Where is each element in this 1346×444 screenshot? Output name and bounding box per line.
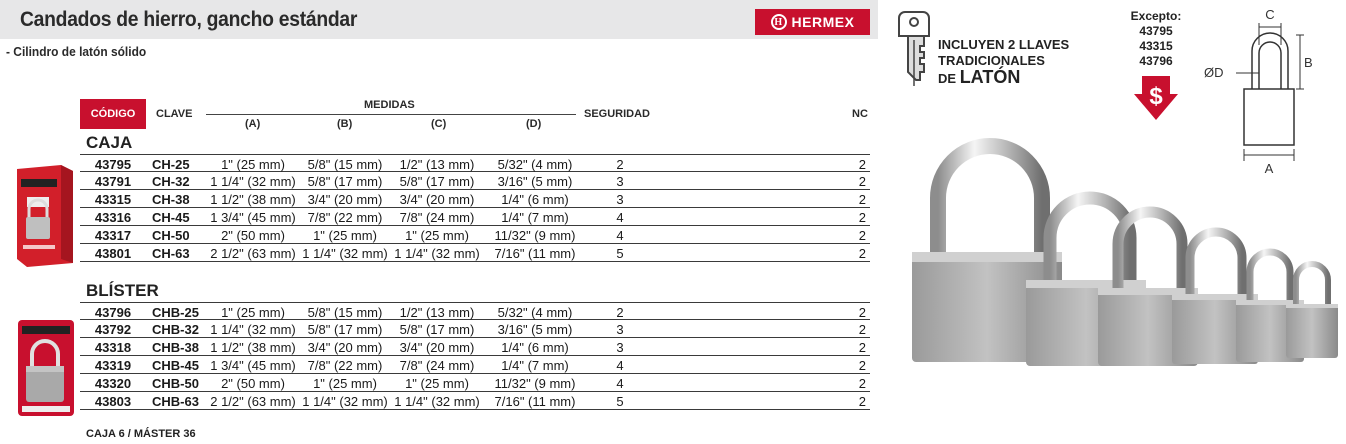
table-row xyxy=(80,226,870,244)
keys-line-1: INCLUYEN 2 LLAVES xyxy=(938,37,1070,52)
cell-seguridad: 3 xyxy=(616,192,624,207)
cell-codigo: 43317 xyxy=(94,228,132,243)
cell-d: 5/32" (4 mm) xyxy=(497,157,573,172)
cell-c: 7/8" (24 mm) xyxy=(399,210,475,225)
page-title: Candados de hierro, gancho estándar xyxy=(20,8,358,31)
cell-c: 3/4" (20 mm) xyxy=(399,340,475,355)
cell-a: 1 1/2" (38 mm) xyxy=(210,340,296,355)
blister-padlock-image xyxy=(16,318,76,418)
table-row xyxy=(80,154,870,172)
key-icon xyxy=(900,8,934,102)
medida-a-header: (A) xyxy=(245,118,261,130)
exception-list xyxy=(1120,9,1192,69)
medidas-divider xyxy=(206,114,576,115)
cell-d: 7/16" (11 mm) xyxy=(494,394,576,409)
dim-label-c: C xyxy=(1265,7,1275,22)
cell-seguridad: 2 xyxy=(616,305,624,320)
cell-d: 5/32" (4 mm) xyxy=(497,305,573,320)
dim-label-a: A xyxy=(1264,161,1274,176)
cell-codigo: 43792 xyxy=(94,322,132,337)
cell-b: 5/8" (15 mm) xyxy=(307,305,383,320)
cell-c: 1" (25 mm) xyxy=(405,228,469,243)
cell-a: 2 1/2" (63 mm) xyxy=(210,394,296,409)
section-label-caja: CAJA xyxy=(86,133,133,152)
rows-caja xyxy=(80,154,870,262)
table-row xyxy=(80,374,870,392)
table-row xyxy=(80,302,870,320)
cell-a: 1 1/2" (38 mm) xyxy=(210,192,296,207)
cell-nc: 2 xyxy=(858,394,866,409)
cell-codigo: 43803 xyxy=(94,394,132,409)
cell-codigo: 43315 xyxy=(94,192,132,207)
cell-a: 1" (25 mm) xyxy=(221,157,285,172)
cell-seguridad: 4 xyxy=(616,228,624,243)
cell-b: 1 1/4" (32 mm) xyxy=(302,394,388,409)
cell-seguridad: 5 xyxy=(616,394,624,409)
cell-c: 1/2" (13 mm) xyxy=(399,157,475,172)
cell-clave: CHB-50 xyxy=(152,376,199,391)
cell-codigo: 43320 xyxy=(94,376,132,391)
cell-c: 1/2" (13 mm) xyxy=(399,305,475,320)
cell-clave: CH-63 xyxy=(152,246,190,261)
cell-clave: CHB-38 xyxy=(152,340,199,355)
cell-nc: 2 xyxy=(858,322,866,337)
cell-seguridad: 5 xyxy=(616,246,624,261)
cell-clave: CHB-45 xyxy=(152,358,199,373)
padlocks-product-photo xyxy=(900,140,1340,430)
cell-b: 1 1/4" (32 mm) xyxy=(302,246,388,261)
cell-codigo: 43319 xyxy=(94,358,132,373)
table-row xyxy=(80,172,870,190)
cell-clave: CH-50 xyxy=(152,228,190,243)
cell-a: 2" (50 mm) xyxy=(221,376,285,391)
cell-a: 1 1/4" (32 mm) xyxy=(210,322,296,337)
cell-c: 1 1/4" (32 mm) xyxy=(394,246,480,261)
cell-nc: 2 xyxy=(858,157,866,172)
exception-code: 43315 xyxy=(1139,39,1173,53)
cell-codigo: 43795 xyxy=(94,157,132,172)
exception-label: Excepto: xyxy=(1130,9,1182,23)
cell-c: 1" (25 mm) xyxy=(405,376,469,391)
cell-nc: 2 xyxy=(858,358,866,373)
cell-d: 1/4" (6 mm) xyxy=(501,192,569,207)
dim-label-d: ØD xyxy=(1204,65,1224,80)
packaging-footer: CAJA 6 / MÁSTER 36 xyxy=(86,428,196,440)
cell-d: 3/16" (5 mm) xyxy=(497,322,573,337)
cell-clave: CHB-25 xyxy=(152,305,199,320)
medida-d-header: (D) xyxy=(526,118,542,130)
cell-a: 1 3/4" (45 mm) xyxy=(210,210,296,225)
cell-nc: 2 xyxy=(858,210,866,225)
cell-d: 3/16" (5 mm) xyxy=(497,174,573,189)
cell-codigo: 43801 xyxy=(94,246,132,261)
cell-d: 1/4" (7 mm) xyxy=(501,358,569,373)
cell-d: 11/32" (9 mm) xyxy=(494,228,576,243)
cell-a: 1 1/4" (32 mm) xyxy=(210,174,296,189)
cell-b: 7/8" (22 mm) xyxy=(307,358,383,373)
cell-d: 7/16" (11 mm) xyxy=(494,246,576,261)
medidas-header: MEDIDAS xyxy=(364,99,415,111)
table-row xyxy=(80,356,870,374)
seguridad-header: SEGURIDAD xyxy=(584,108,651,120)
cell-d: 1/4" (6 mm) xyxy=(501,340,569,355)
cell-seguridad: 3 xyxy=(616,174,624,189)
cell-c: 3/4" (20 mm) xyxy=(399,192,475,207)
cell-clave: CH-38 xyxy=(152,192,190,207)
rows-blister xyxy=(80,302,870,410)
dollar-down-arrow-icon xyxy=(1132,74,1180,122)
cell-seguridad: 3 xyxy=(616,322,624,337)
cell-clave: CH-32 xyxy=(152,174,190,189)
cell-d: 1/4" (7 mm) xyxy=(501,210,569,225)
cell-c: 7/8" (24 mm) xyxy=(399,358,475,373)
cell-codigo: 43796 xyxy=(94,305,132,320)
cell-codigo: 43791 xyxy=(94,174,132,189)
cell-clave: CHB-63 xyxy=(152,394,199,409)
medida-b-header: (B) xyxy=(337,118,353,130)
brand-logo xyxy=(755,9,870,35)
padlock-25mm xyxy=(1286,264,1338,358)
cell-b: 5/8" (17 mm) xyxy=(307,174,383,189)
cell-seguridad: 4 xyxy=(616,210,624,225)
cell-a: 2" (50 mm) xyxy=(221,228,285,243)
section-label-blister: BLÍSTER xyxy=(86,281,159,300)
cell-nc: 2 xyxy=(858,228,866,243)
cell-b: 5/8" (15 mm) xyxy=(307,157,383,172)
medida-c-header: (C) xyxy=(431,118,447,130)
cell-c: 5/8" (17 mm) xyxy=(399,174,475,189)
cell-b: 3/4" (20 mm) xyxy=(307,192,383,207)
cell-seguridad: 4 xyxy=(616,358,624,373)
cell-c: 5/8" (17 mm) xyxy=(399,322,475,337)
cell-seguridad: 4 xyxy=(616,376,624,391)
cell-clave: CHB-32 xyxy=(152,322,199,337)
dollar-symbol: $ xyxy=(1149,83,1163,110)
cell-seguridad: 3 xyxy=(616,340,624,355)
table-row xyxy=(80,392,870,410)
cell-b: 5/8" (17 mm) xyxy=(307,322,383,337)
table-row xyxy=(80,320,870,338)
cell-seguridad: 2 xyxy=(616,157,624,172)
exception-code: 43795 xyxy=(1139,24,1173,38)
keys-info xyxy=(938,37,1069,87)
codigo-header: CÓDIGO xyxy=(80,99,146,129)
nc-header: NC xyxy=(852,108,868,120)
table-row xyxy=(80,190,870,208)
cell-nc: 2 xyxy=(858,246,866,261)
cell-a: 2 1/2" (63 mm) xyxy=(210,246,296,261)
cell-nc: 2 xyxy=(858,305,866,320)
table-row xyxy=(80,338,870,356)
cell-clave: CH-45 xyxy=(152,210,190,225)
cell-nc: 2 xyxy=(858,340,866,355)
brand-mark-icon: H xyxy=(771,14,787,30)
cell-b: 3/4" (20 mm) xyxy=(307,340,383,355)
table-row xyxy=(80,208,870,226)
cell-clave: CH-25 xyxy=(152,157,190,172)
clave-header: CLAVE xyxy=(156,108,193,120)
cell-c: 1 1/4" (32 mm) xyxy=(394,394,480,409)
cell-nc: 2 xyxy=(858,174,866,189)
keys-line-2: TRADICIONALES xyxy=(938,53,1045,68)
cell-a: 1 3/4" (45 mm) xyxy=(210,358,296,373)
boxed-padlock-image xyxy=(13,155,75,267)
exception-code: 43796 xyxy=(1139,54,1173,68)
cell-b: 1" (25 mm) xyxy=(313,228,377,243)
cell-a: 1" (25 mm) xyxy=(221,305,285,320)
cell-codigo: 43316 xyxy=(94,210,132,225)
table-row xyxy=(80,244,870,262)
dim-label-b: B xyxy=(1304,55,1313,70)
keys-line-3-material: LATÓN xyxy=(959,67,1021,87)
page-subtitle: - Cilindro de latón sólido xyxy=(6,44,147,59)
keys-line-3-prefix: DE xyxy=(938,71,957,86)
cell-nc: 2 xyxy=(858,192,866,207)
cell-b: 7/8" (22 mm) xyxy=(307,210,383,225)
brand-name: HERMEX xyxy=(791,14,855,30)
cell-codigo: 43318 xyxy=(94,340,132,355)
cell-d: 11/32" (9 mm) xyxy=(494,376,576,391)
cell-nc: 2 xyxy=(858,376,866,391)
cell-b: 1" (25 mm) xyxy=(313,376,377,391)
